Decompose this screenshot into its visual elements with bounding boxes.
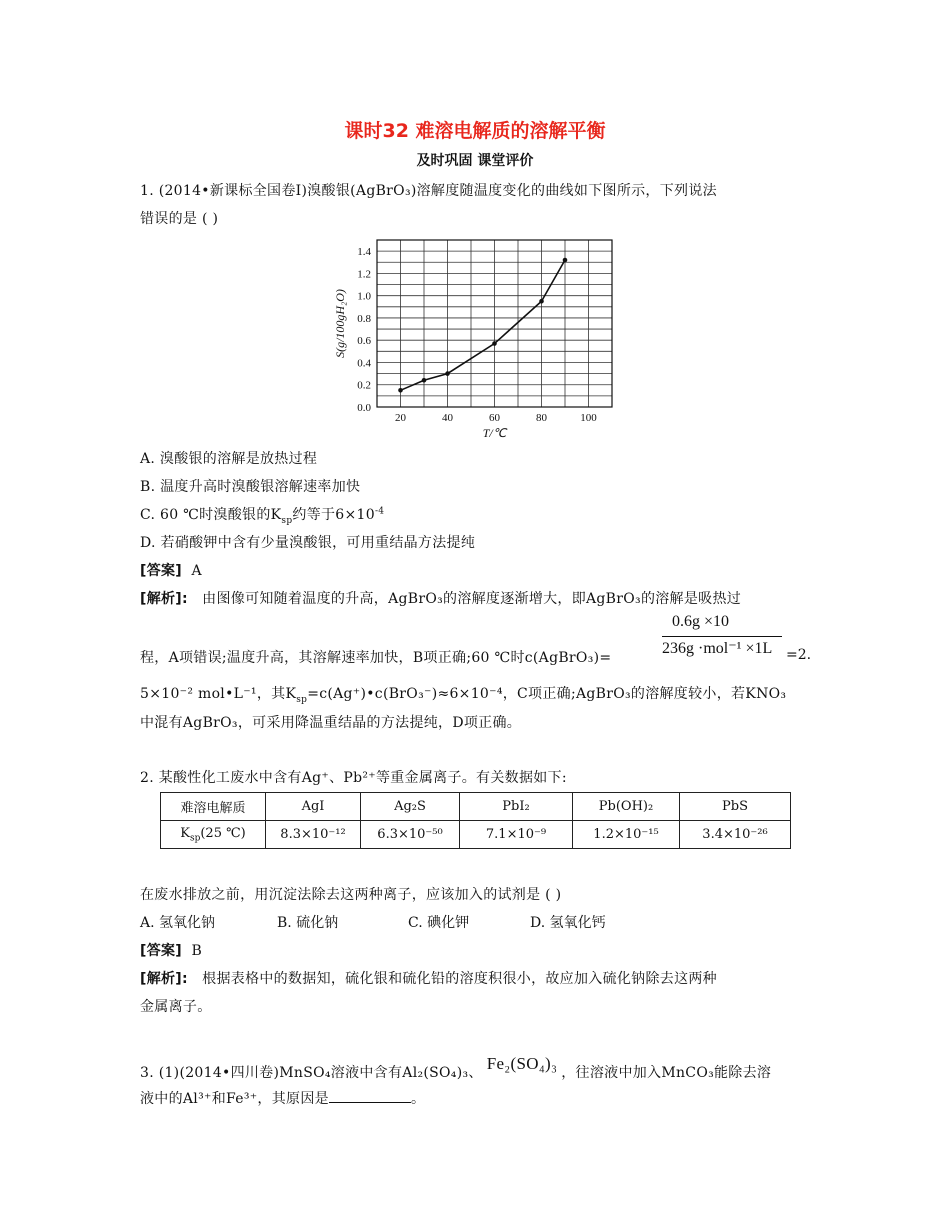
q1-option-b: B. 温度升高时溴酸银溶解速率加快 — [140, 479, 361, 495]
q2-analysis-line1: [解析]: 根据表格中的数据知，硫化银和硫化铅的溶度积很小，故应加入硫化钠除去这两种 — [140, 971, 717, 987]
x-tick-label: 80 — [536, 412, 547, 424]
x-tick-label: 40 — [442, 412, 453, 424]
fraction-denominator: 236g ·mol⁻¹ ×1L — [662, 640, 773, 657]
table-cell: 6.3×10⁻⁵⁰ — [361, 821, 460, 849]
q2-answer: [答案] B — [140, 943, 203, 959]
section-subtitle: 及时巩固 课堂评价 — [416, 153, 534, 169]
series-line — [401, 260, 566, 390]
q1-option-c: C. 60 ℃时溴酸银的$K_{sp}$约等于$6\times 10^{-4}$ — [140, 506, 385, 526]
q2-option-d: D. 氢氧化钙 — [530, 915, 606, 931]
q1-analysis-line4: 中混有AgBrO₃，可采用降温重结晶的方法提纯，D项正确。 — [140, 715, 522, 731]
q3-formula: Fe₂(SO₄)₃ — [486, 1054, 558, 1073]
q2-question: 在废水排放之前，用沉淀法除去这两种离子，应该加入的试剂是 ( ) — [140, 887, 562, 903]
y-tick-label: 0.0 — [357, 402, 371, 414]
y-tick-label: 0.8 — [357, 312, 371, 325]
fraction-bar — [662, 636, 782, 637]
table-row — [161, 821, 791, 849]
table-cell: PbS — [680, 793, 791, 821]
fraction-numerator: 0.6g ×10 — [672, 613, 730, 630]
data-point — [422, 378, 427, 383]
table-cell: Pb(OH)₂ — [573, 793, 680, 821]
q1-stem-line2: 错误的是 ( ) — [140, 211, 219, 227]
q2-option-b: B. 硫化钠 — [277, 915, 339, 931]
x-tick-label: 20 — [395, 412, 406, 424]
answer-blank[interactable] — [329, 1090, 411, 1103]
data-point — [492, 341, 497, 346]
page-title: 课时32 难溶电解质的溶解平衡 — [344, 120, 606, 142]
table-cell: $K_{sp}(25$ ℃) — [161, 821, 266, 849]
table-cell: AgI — [266, 793, 361, 821]
q2-stem: 2. 某酸性化工废水中含有Ag⁺、Pb²⁺等重金属离子。有关数据如下: — [140, 770, 567, 786]
q1-analysis-line1: [解析]: 由图像可知随着温度的升高，AgBrO₃的溶解度逐渐增大，即AgBrO₃的溶解是吸热过 — [140, 591, 742, 607]
table-cell: 3.4×10⁻²⁶ — [680, 821, 791, 849]
q1-option-d: D. 若硝酸钾中含有少量溴酸银，可用重结晶方法提纯 — [140, 535, 476, 551]
y-axis-label: S(g/100gH₂O) — [333, 289, 347, 358]
q2-analysis-line2: 金属离子。 — [140, 999, 212, 1015]
y-tick-label: 1.4 — [357, 246, 371, 259]
data-point — [398, 388, 403, 393]
table-cell: PbI₂ — [460, 793, 573, 821]
table-cell: 难溶电解质 — [161, 793, 266, 821]
q1-stem-line1: 1. (2014•新课标全国卷Ⅰ)溴酸银(AgBrO₃)溶解度随温度变化的曲线如下图所示，下列说法 — [140, 183, 717, 199]
x-axis-label: T/℃ — [482, 426, 507, 439]
solubility-chart — [330, 234, 620, 439]
x-tick-label: 60 — [489, 412, 500, 424]
data-point — [445, 371, 450, 376]
data-point — [539, 299, 544, 304]
y-tick-label: 0.2 — [357, 379, 371, 392]
ksp-table — [160, 792, 791, 849]
y-tick-label: 0.4 — [357, 357, 371, 370]
q1-analysis-line2: 程，A项错误;温度升高，其溶解速率加快，B项正确;60 ℃时c(AgBrO₃)= — [140, 650, 612, 666]
x-tick-label: 100 — [580, 412, 597, 424]
y-tick-label: 0.6 — [357, 335, 371, 348]
y-tick-label: 1.0 — [357, 290, 371, 303]
data-point — [563, 258, 568, 263]
q1-analysis-line3: 5×10⁻² mol•L⁻¹，其$K_{sp}=c(Ag^+)•c(BrO_3^-)\approx 6\times 10^{-4}$，C项正确;AgBrO₃的溶解度较小，若KNO₃ — [140, 686, 787, 705]
q3-line2: 液中的Al³⁺和Fe³⁺，其原因是 。 — [140, 1091, 426, 1107]
q2-option-a: A. 氢氧化钠 — [140, 915, 216, 931]
q1-analysis-line2-end: =2. — [786, 647, 812, 663]
q2-option-c: C. 碘化钾 — [408, 915, 470, 931]
table-cell: 7.1×10⁻⁹ — [460, 821, 573, 849]
table-cell: Ag₂S — [361, 793, 460, 821]
table-header-row — [161, 793, 791, 821]
table-cell: 8.3×10⁻¹² — [266, 821, 361, 849]
q1-answer: [答案] A — [140, 563, 202, 579]
q1-option-a: A. 溴酸银的溶解是放热过程 — [140, 451, 318, 467]
table-cell: 1.2×10⁻¹⁵ — [573, 821, 680, 849]
q3-line1: 3. (1)(2014•四川卷)MnSO₄溶液中含有Al₂(SO₄)₃、 Fe₂(SO₄)₃ ，往溶液中加入MnCO₃能除去溶 — [140, 1054, 772, 1081]
y-tick-label: 1.2 — [357, 268, 371, 281]
